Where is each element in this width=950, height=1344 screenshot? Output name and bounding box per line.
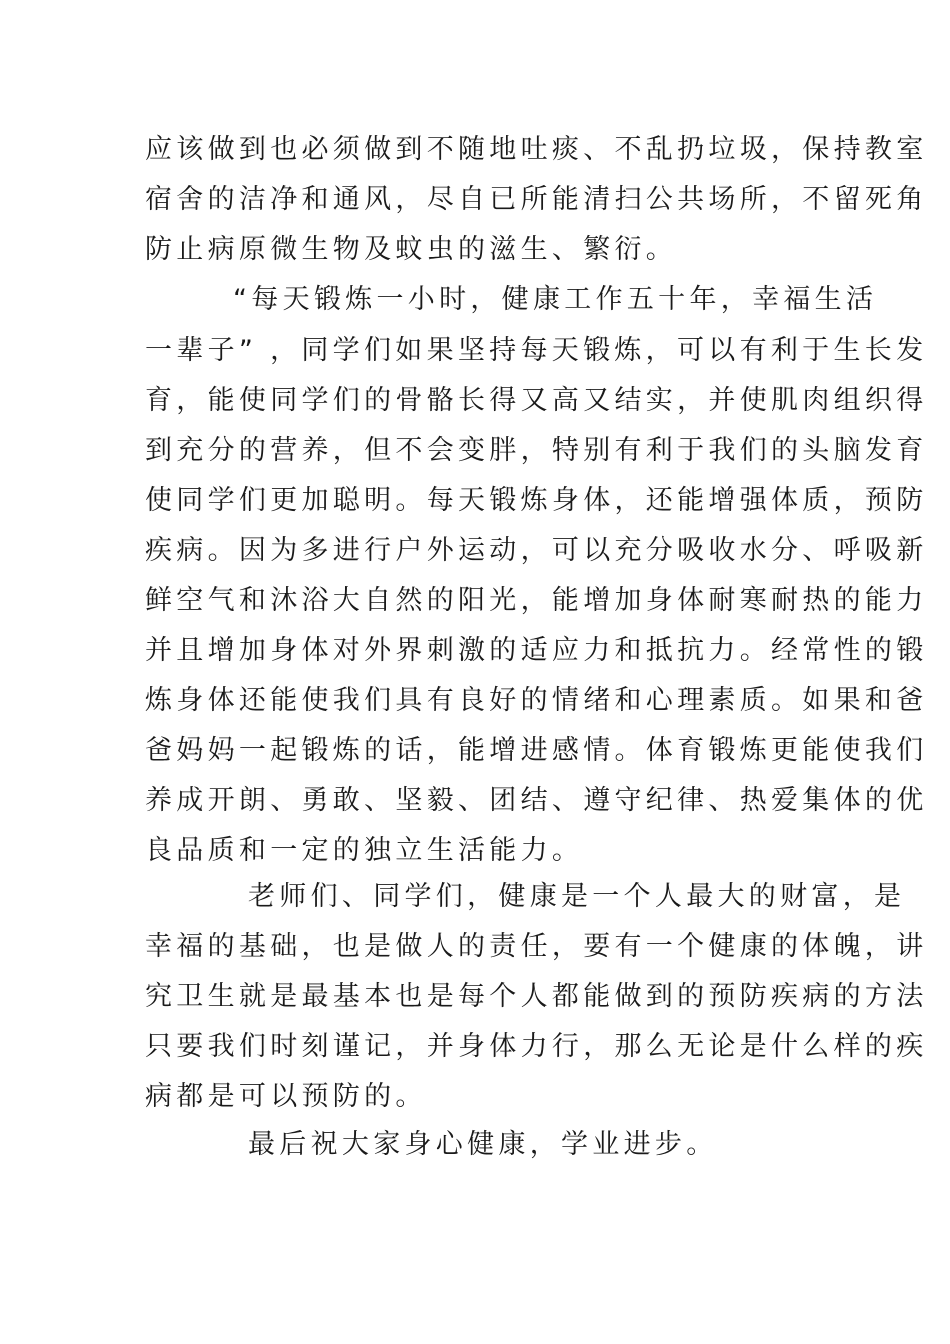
paragraph-1-line-3: 防止病原微生物及蚊虫的滋生、繁衍。 [145,234,678,265]
paragraph-2-line-8: 并且增加身体对外界刺激的适应力和抵抗力。经常性的锻 [145,635,928,666]
paragraph-3-line-5: 病都是可以预防的。 [145,1081,427,1112]
paragraph-1-line-2: 宿舍的洁净和通风，尽自已所能清扫公共场所，不留死角 [145,184,928,215]
paragraph-2-line-9: 炼身体还能使我们具有良好的情绪和心理素质。如果和爸 [145,685,928,716]
paragraph-1-line-1: 应该做到也必须做到不随地吐痰、不乱扔垃圾，保持教室 [145,134,928,165]
paragraph-2-line-1: “每天锻炼一小时，健康工作五十年，幸福生活 [233,284,878,315]
paragraph-2-line-2: 一辈子” ，同学们如果坚持每天锻炼，可以有利于生长发 [145,335,928,366]
paragraph-3-line-4: 只要我们时刻谨记，并身体力行，那么无论是什么样的疾 [145,1031,928,1062]
paragraph-2-line-7: 鲜空气和沐浴大自然的阳光，能增加身体耐寒耐热的能力 [145,585,928,616]
paragraph-2-line-12: 良品质和一定的独立生活能力。 [145,835,584,866]
paragraph-3-line-1: 老师们、同学们，健康是一个人最大的财富，是 [248,881,906,912]
paragraph-2-line-3: 育，能使同学们的骨骼长得又高又结实，并使肌肉组织得 [145,385,928,416]
paragraph-2-line-10: 爸妈妈一起锻炼的话，能增进感情。体育锻炼更能使我们 [145,735,928,766]
paragraph-2-line-6: 疾病。因为多进行户外运动，可以充分吸收水分、呼吸新 [145,535,928,566]
paragraph-3-line-2: 幸福的基础，也是做人的责任，要有一个健康的体魄，讲 [145,931,928,962]
paragraph-2-line-5: 使同学们更加聪明。每天锻炼身体，还能增强体质，预防 [145,485,928,516]
paragraph-3-line-3: 究卫生就是最基本也是每个人都能做到的预防疾病的方法 [145,981,928,1012]
paragraph-2-line-4: 到充分的营养，但不会变胖，特别有利于我们的头脑发育 [145,435,928,466]
paragraph-2-line-11: 养成开朗、勇敢、坚毅、团结、遵守纪律、热爱集体的优 [145,785,928,816]
paragraph-4-line-1: 最后祝大家身心健康，学业进步。 [248,1129,718,1160]
